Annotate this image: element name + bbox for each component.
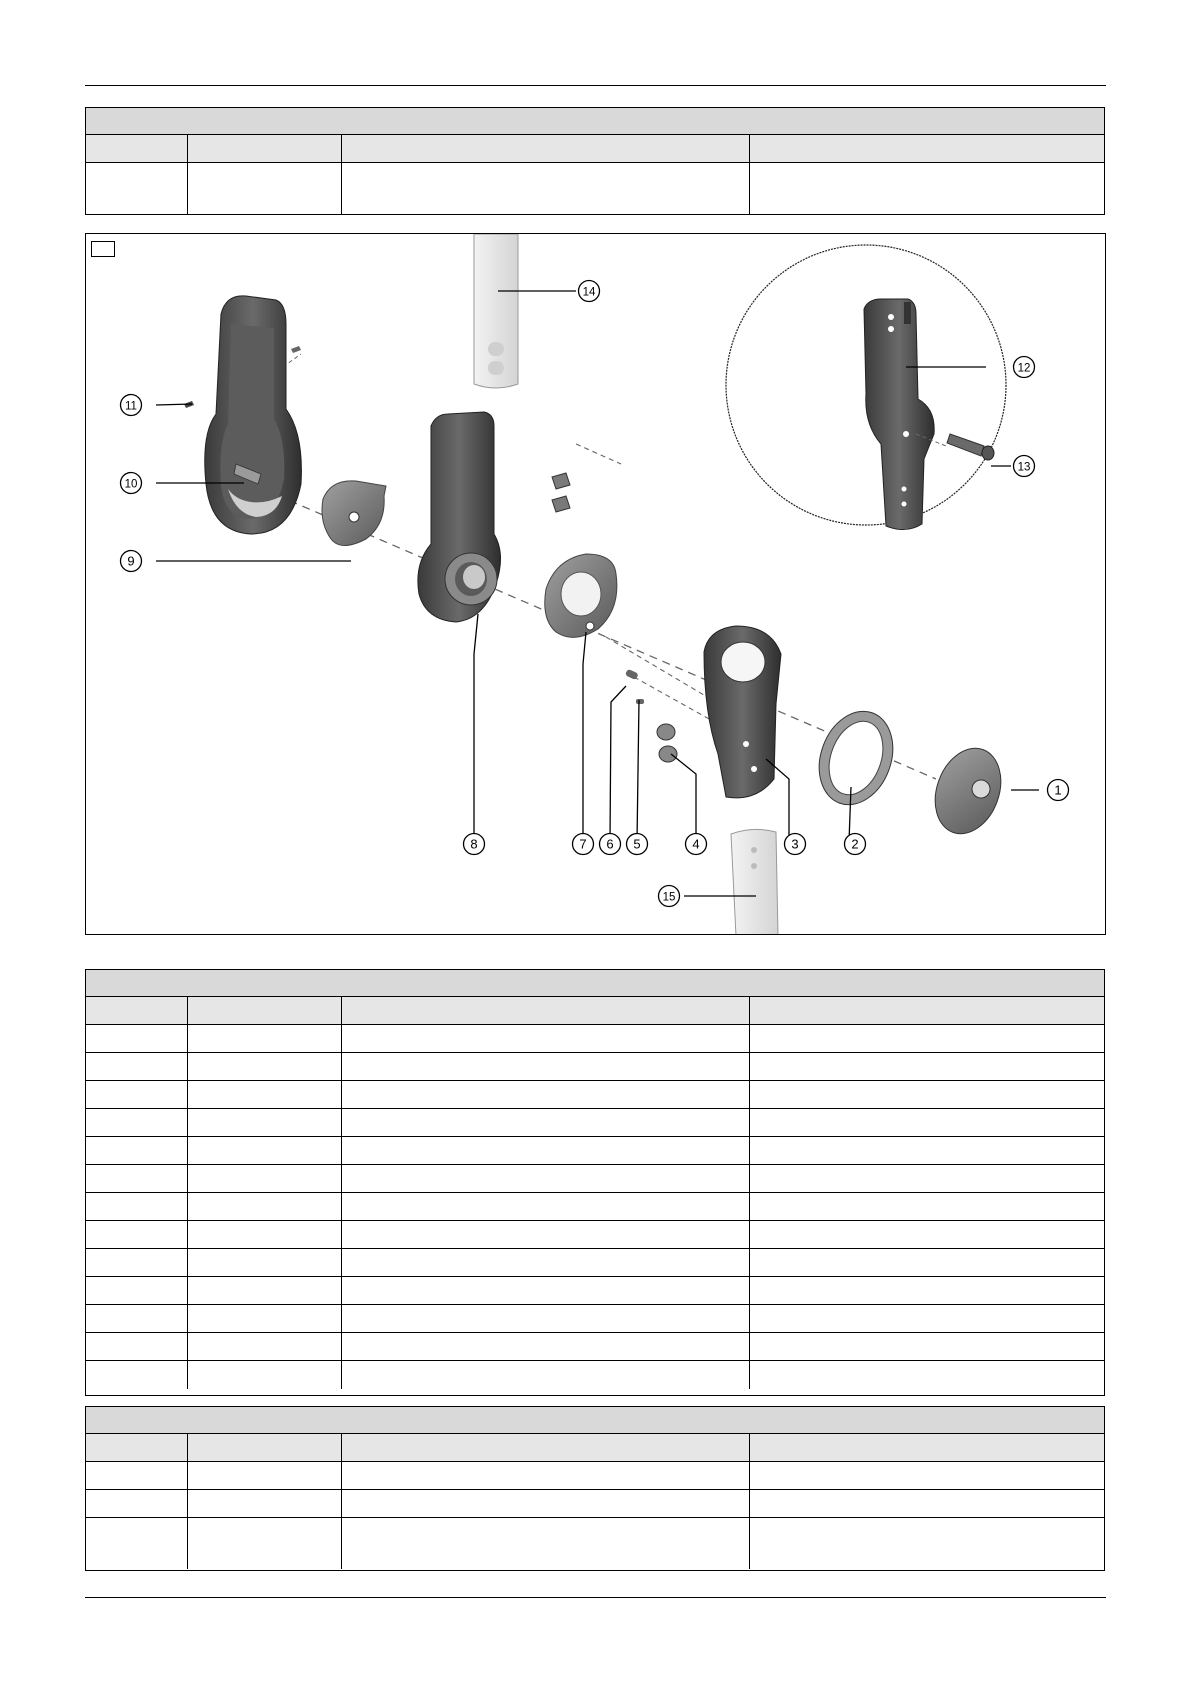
table-row bbox=[86, 1518, 1104, 1569]
table-cell bbox=[750, 1361, 1104, 1389]
table-cell bbox=[750, 1277, 1104, 1304]
callout-12 bbox=[1014, 357, 1035, 378]
callout-9 bbox=[121, 551, 142, 572]
column-header bbox=[750, 997, 1104, 1024]
callout-number: 6 bbox=[606, 836, 614, 852]
table-row bbox=[86, 1193, 1104, 1221]
callout-2 bbox=[845, 834, 866, 855]
parts-table-body bbox=[86, 1025, 1104, 1389]
table-cell bbox=[342, 1137, 750, 1164]
table-cell bbox=[188, 163, 342, 214]
table-cell bbox=[86, 1518, 188, 1569]
column-header bbox=[86, 1434, 188, 1461]
table-cell bbox=[86, 1277, 188, 1304]
table-cell bbox=[750, 1249, 1104, 1276]
table-cell bbox=[750, 163, 1104, 214]
table-cell bbox=[188, 1165, 342, 1192]
parts-table-title bbox=[86, 970, 1104, 997]
table-row bbox=[86, 1053, 1104, 1081]
table-cell bbox=[188, 1193, 342, 1220]
callout-number: 4 bbox=[692, 836, 700, 852]
table-cell bbox=[86, 1193, 188, 1220]
table-row bbox=[86, 1462, 1104, 1490]
callout-7 bbox=[573, 834, 594, 855]
table-cell bbox=[188, 1462, 342, 1489]
table-cell bbox=[342, 1165, 750, 1192]
column-header bbox=[86, 997, 188, 1024]
callout-number: 10 bbox=[124, 478, 138, 491]
header-table-column-row bbox=[86, 135, 1104, 163]
column-header bbox=[188, 135, 342, 162]
table-row bbox=[86, 163, 1104, 214]
table-cell bbox=[750, 1081, 1104, 1108]
table-cell bbox=[86, 1109, 188, 1136]
header-table bbox=[85, 107, 1105, 215]
table-cell bbox=[750, 1490, 1104, 1517]
bottom-rule bbox=[85, 1597, 1106, 1598]
table-row bbox=[86, 1109, 1104, 1137]
table-cell bbox=[750, 1462, 1104, 1489]
callout-number: 3 bbox=[791, 836, 799, 852]
table-cell bbox=[86, 1221, 188, 1248]
table-cell bbox=[342, 1053, 750, 1080]
tools-table bbox=[85, 1406, 1105, 1571]
table-cell bbox=[750, 1137, 1104, 1164]
table-row bbox=[86, 1025, 1104, 1053]
callout-number: 1 bbox=[1054, 782, 1062, 798]
callout-number: 11 bbox=[125, 400, 137, 413]
table-cell bbox=[188, 1109, 342, 1136]
table-cell bbox=[750, 1518, 1104, 1569]
table-cell bbox=[86, 1462, 188, 1489]
table-cell bbox=[188, 1305, 342, 1332]
table-cell bbox=[86, 1305, 188, 1332]
callout-4 bbox=[686, 834, 707, 855]
callout-10 bbox=[121, 473, 142, 494]
table-row bbox=[86, 1165, 1104, 1193]
callout-number: 15 bbox=[662, 891, 676, 904]
table-cell bbox=[188, 1518, 342, 1569]
column-header bbox=[342, 997, 750, 1024]
table-cell bbox=[342, 1025, 750, 1052]
table-cell bbox=[188, 1053, 342, 1080]
table-cell bbox=[342, 1305, 750, 1332]
callout-8 bbox=[464, 834, 485, 855]
table-cell bbox=[342, 1081, 750, 1108]
table-cell bbox=[188, 1249, 342, 1276]
table-cell bbox=[750, 1025, 1104, 1052]
callout-6 bbox=[600, 834, 621, 855]
callout-14 bbox=[579, 281, 600, 302]
callout-number: 5 bbox=[633, 836, 641, 852]
table-cell bbox=[750, 1193, 1104, 1220]
table-cell bbox=[188, 1221, 342, 1248]
callout-number: 2 bbox=[851, 836, 859, 852]
column-header bbox=[86, 135, 188, 162]
table-cell bbox=[342, 1221, 750, 1248]
callout-3 bbox=[785, 834, 806, 855]
table-cell bbox=[86, 1361, 188, 1389]
table-cell bbox=[86, 1137, 188, 1164]
table-cell bbox=[188, 1277, 342, 1304]
table-cell bbox=[188, 1025, 342, 1052]
callout-5 bbox=[627, 834, 648, 855]
table-row bbox=[86, 1277, 1104, 1305]
table-cell bbox=[342, 1462, 750, 1489]
column-header bbox=[750, 1434, 1104, 1461]
column-header bbox=[342, 135, 750, 162]
top-rule bbox=[85, 85, 1106, 86]
table-row bbox=[86, 1081, 1104, 1109]
table-row bbox=[86, 1305, 1104, 1333]
callout-15 bbox=[659, 886, 680, 907]
callout-number: 14 bbox=[582, 286, 596, 299]
table-cell bbox=[188, 1490, 342, 1517]
column-header bbox=[750, 135, 1104, 162]
callout-number: 9 bbox=[127, 553, 135, 569]
tools-table-body bbox=[86, 1462, 1104, 1569]
column-header bbox=[188, 997, 342, 1024]
table-row bbox=[86, 1249, 1104, 1277]
tools-table-title bbox=[86, 1407, 1104, 1434]
table-cell bbox=[342, 1361, 750, 1389]
tools-table-column-row bbox=[86, 1434, 1104, 1462]
table-cell bbox=[750, 1165, 1104, 1192]
table-cell bbox=[750, 1305, 1104, 1332]
table-cell bbox=[86, 1490, 188, 1517]
table-cell bbox=[188, 1333, 342, 1360]
callout-13 bbox=[1014, 456, 1035, 477]
table-cell bbox=[86, 1165, 188, 1192]
parts-table bbox=[85, 969, 1105, 1396]
callout-layer bbox=[86, 234, 1106, 935]
callout-1 bbox=[1048, 780, 1069, 801]
table-cell bbox=[86, 1249, 188, 1276]
table-cell bbox=[188, 1137, 342, 1164]
parts-table-column-row bbox=[86, 997, 1104, 1025]
table-row bbox=[86, 1221, 1104, 1249]
callout-number: 12 bbox=[1017, 362, 1031, 375]
header-table-title bbox=[86, 108, 1104, 135]
table-cell bbox=[188, 1361, 342, 1389]
table-cell bbox=[342, 163, 750, 214]
table-cell bbox=[86, 163, 188, 214]
table-cell bbox=[86, 1081, 188, 1108]
table-cell bbox=[86, 1025, 188, 1052]
table-cell bbox=[342, 1277, 750, 1304]
table-cell bbox=[750, 1221, 1104, 1248]
table-row bbox=[86, 1361, 1104, 1389]
callout-number: 8 bbox=[470, 836, 478, 852]
column-header bbox=[342, 1434, 750, 1461]
table-row bbox=[86, 1137, 1104, 1165]
table-cell bbox=[750, 1053, 1104, 1080]
table-cell bbox=[342, 1109, 750, 1136]
callout-number: 7 bbox=[579, 836, 587, 852]
callout-number: 13 bbox=[1017, 461, 1031, 474]
table-cell bbox=[342, 1249, 750, 1276]
table-cell bbox=[188, 1081, 342, 1108]
column-header bbox=[188, 1434, 342, 1461]
table-cell bbox=[750, 1109, 1104, 1136]
table-cell bbox=[750, 1333, 1104, 1360]
table-row bbox=[86, 1490, 1104, 1518]
table-cell bbox=[342, 1333, 750, 1360]
exploded-view-figure bbox=[85, 233, 1106, 935]
table-cell bbox=[342, 1518, 750, 1569]
table-cell bbox=[342, 1193, 750, 1220]
callout-11 bbox=[121, 395, 142, 416]
table-cell bbox=[342, 1490, 750, 1517]
table-cell bbox=[86, 1333, 188, 1360]
table-cell bbox=[86, 1053, 188, 1080]
table-row bbox=[86, 1333, 1104, 1361]
